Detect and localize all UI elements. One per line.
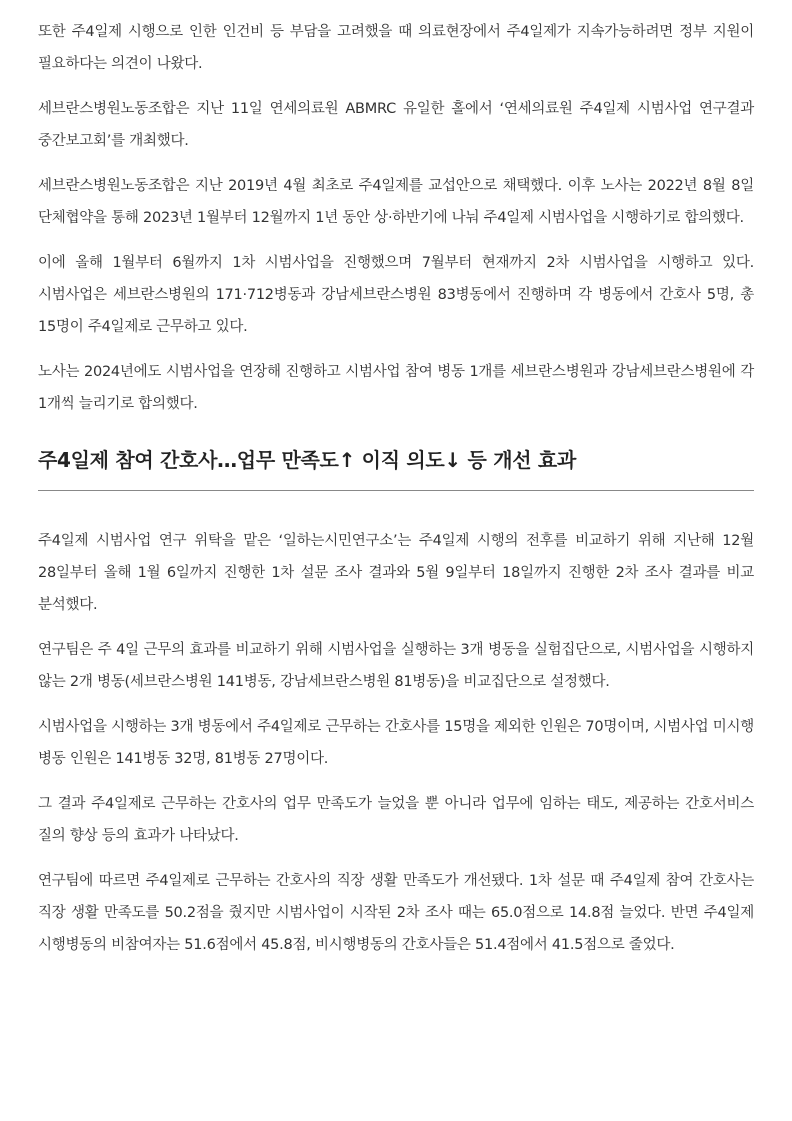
section-subheading: 주4일제 참여 간호사…업무 만족도↑ 이직 의도↓ 등 개선 효과: [38, 444, 754, 491]
paragraph: 세브란스병원노동조합은 지난 11일 연세의료원 ABMRC 유일한 홀에서 ‘연세의료원 주4일제 시범사업 연구결과 중간보고회’를 개최했다.: [38, 101, 754, 149]
article-body: [38, 0, 754, 961]
paragraph: 그 결과 주4일제로 근무하는 간호사의 업무 만족도가 늘었을 뿐 아니라 업무에 임하는 태도, 제공하는 간호서비스 질의 향상 등의 효과가 나타났다.: [38, 796, 754, 844]
paragraph: 노사는 2024년에도 시범사업을 연장해 진행하고 시범사업 참여 병동 1개를 세브란스병원과 강남세브란스병원에 각 1개씩 늘리기로 합의했다.: [38, 364, 754, 412]
paragraph: 세브란스병원노동조합은 지난 2019년 4월 최초로 주4일제를 교섭안으로 채택했다. 이후 노사는 2022년 8월 8일 단체협약을 통해 2023년 1월부터 12월까지 1년 동안 상·하반기에 나눠 주4일제 시범사업을 시행하기로 합의했다.: [38, 178, 754, 226]
paragraph: 연구팀은 주 4일 근무의 효과를 비교하기 위해 시범사업을 실행하는 3개 병동을 실험집단으로, 시범사업을 시행하지 않는 2개 병동(세브란스병원 141병동, 강남세브란스병원 81병동)을 비교집단으로 설정했다.: [38, 642, 754, 690]
paragraph: 주4일제 시범사업 연구 위탁을 맡은 ‘일하는시민연구소’는 주4일제 시행의 전후를 비교하기 위해 지난해 12월 28일부터 올해 1월 6일까지 진행한 1차 설문 조사 결과와 5월 9일부터 18일까지 진행한 2차 조사 결과를 비교 분석했다.: [38, 533, 754, 613]
paragraph: 이에 올해 1월부터 6월까지 1차 시범사업을 진행했으며 7월부터 현재까지 2차 시범사업을 시행하고 있다. 시범사업은 세브란스병원의 171·712병동과 강남세브란스병원 83병동에서 진행하며 각 병동에서 간호사 5명, 총 15명이 주4일제로 근무하고 있다.: [38, 255, 754, 335]
paragraph: 연구팀에 따르면 주4일제로 근무하는 간호사의 직장 생활 만족도가 개선됐다. 1차 설문 때 주4일제 참여 간호사는 직장 생활 만족도를 50.2점을 줬지만 시범사업이 시작된 2차 조사 때는 65.0점으로 14.8점 늘었다. 반면 주4일제 시행병동의 비참여자는 51.6점에서 45.8점, 비시행병동의 간호사들은 51.4점에서 41.5점으로 줄었다.: [38, 873, 754, 953]
paragraph: 시범사업을 시행하는 3개 병동에서 주4일제로 근무하는 간호사를 15명을 제외한 인원은 70명이며, 시범사업 미시행 병동 인원은 141병동 32명, 81병동 27명이다.: [38, 719, 754, 767]
paragraph: 또한 주4일제 시행으로 인한 인건비 등 부담을 고려했을 때 의료현장에서 주4일제가 지속가능하려면 정부 지원이 필요하다는 의견이 나왔다.: [38, 24, 754, 72]
